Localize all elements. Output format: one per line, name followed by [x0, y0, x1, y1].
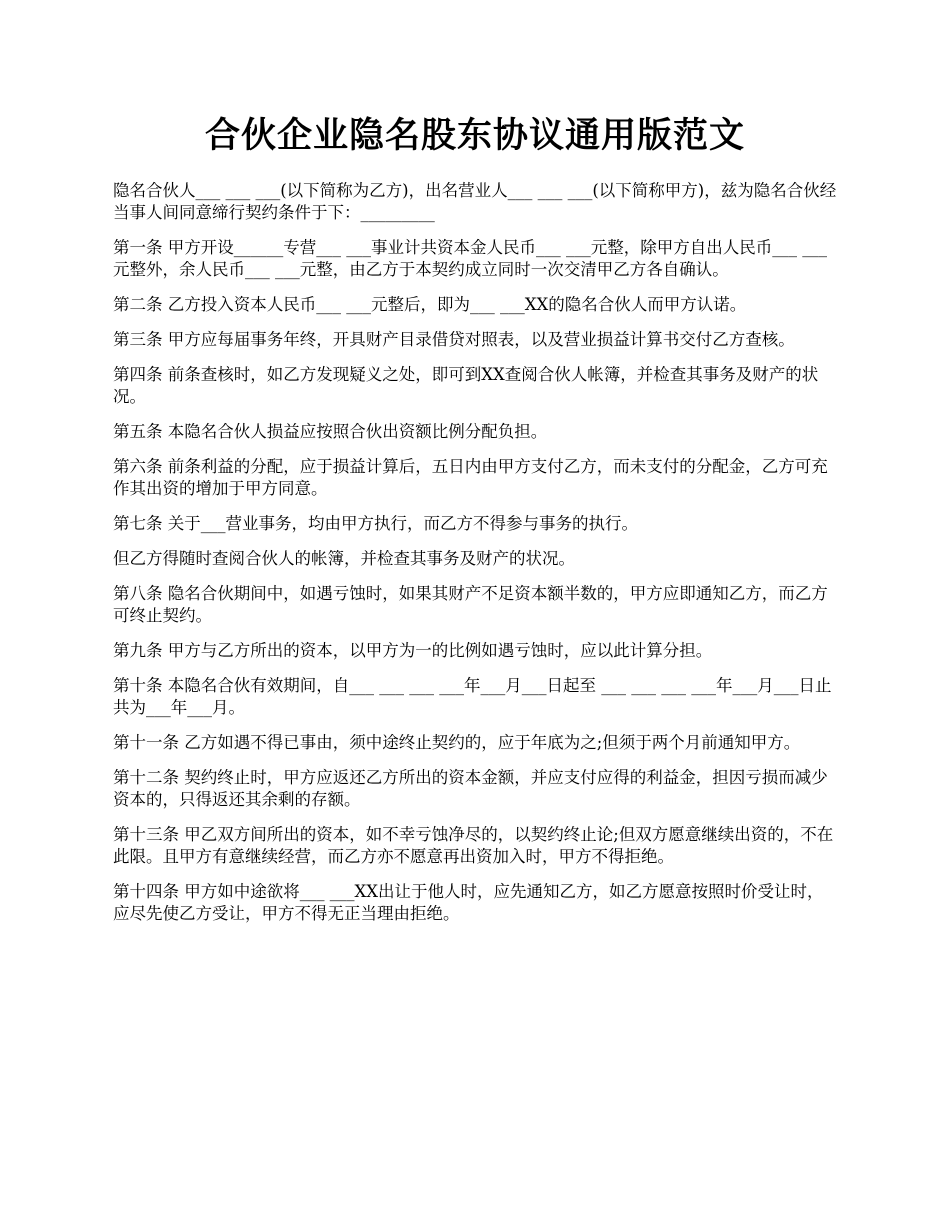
paragraph-article-12: 第十二条 契约终止时，甲方应返还乙方所出的资本金额，并应支付应得的利益金，担因亏损而减少资本的，只得返还其余剩的存额。	[113, 768, 828, 809]
paragraph-article-1: 第一条 甲方开设______专营___ ___事业计共资本金人民币___ ___元整，除甲方自出人民币___ ___元整外，余人民币___ ___元整，由乙方于本契约成立同时一次交清甲乙方各自确认。	[113, 238, 827, 279]
document-title: 合伙企业隐名股东协议通用版范文	[204, 115, 745, 156]
paragraph-article-9: 第九条 甲方与乙方所出的资本，以甲方为一的比例如遇亏蚀时，应以此计算分担。	[113, 641, 713, 660]
paragraph-article-11: 第十一条 乙方如遇不得已事由，须中途终止契约的，应于年底为之;但须于两个月前通知甲方。	[113, 733, 801, 752]
paragraph-article-4: 第四条 前条查核时，如乙方发现疑义之处，即可到XX查阅合伙人帐簿，并检查其事务及财产的状况。	[113, 365, 819, 406]
paragraph-article-7: 第七条 关于___营业事务，均由甲方执行，而乙方不得参与事务的执行。	[113, 514, 638, 533]
paragraph-article-13: 第十三条 甲乙双方间所出的资本，如不幸亏蚀净尽的，以契约终止论;但双方愿意继续出资的，不在此限。且甲方有意继续经营，而乙方亦不愿意再出资加入时，甲方不得拒绝。	[113, 825, 834, 866]
paragraph-article-6: 第六条 前条利益的分配，应于损益计算后，五日内由甲方支付乙方，而未支付的分配金，乙方可充作其出资的增加于甲方同意。	[113, 457, 828, 498]
document-body	[113, 180, 839, 938]
paragraph-article-14: 第十四条 甲方如中途欲将___ ___XX出让于他人时，应先通知乙方，如乙方愿意按照时价受让时，应尽先使乙方受让，甲方不得无正当理由拒绝。	[113, 882, 824, 923]
paragraph-article-7-continued: 但乙方得随时查阅合伙人的帐簿，并检查其事务及财产的状况。	[113, 549, 575, 568]
paragraph-article-2: 第二条 乙方投入资本人民币___ ___元整后，即为___ ___XX的隐名合伙人而甲方认诺。	[113, 295, 747, 314]
paragraph-article-3: 第三条 甲方应每届事务年终，开具财产目录借贷对照表，以及营业损益计算书交付乙方查核。	[113, 330, 795, 349]
paragraph-preamble: 隐名合伙人___ ___ ___(以下简称为乙方)，出名营业人___ ___ ___(以下简称甲方)，兹为隐名合伙经当事人间同意缔行契约条件于下：_________	[113, 181, 837, 222]
paragraph-article-10: 第十条 本隐名合伙有效期间，自___ ___ ___ ___年___月___日起至 ___ ___ ___ ___年___月___日止共为___年___月。	[113, 676, 832, 717]
paragraph-article-8: 第八条 隐名合伙期间中，如遇亏蚀时，如果其财产不足资本额半数的，甲方应即通知乙方，而乙方可终止契约。	[113, 584, 828, 625]
paragraph-article-5: 第五条 本隐名合伙人损益应按照合伙出资额比例分配负担。	[113, 422, 548, 441]
